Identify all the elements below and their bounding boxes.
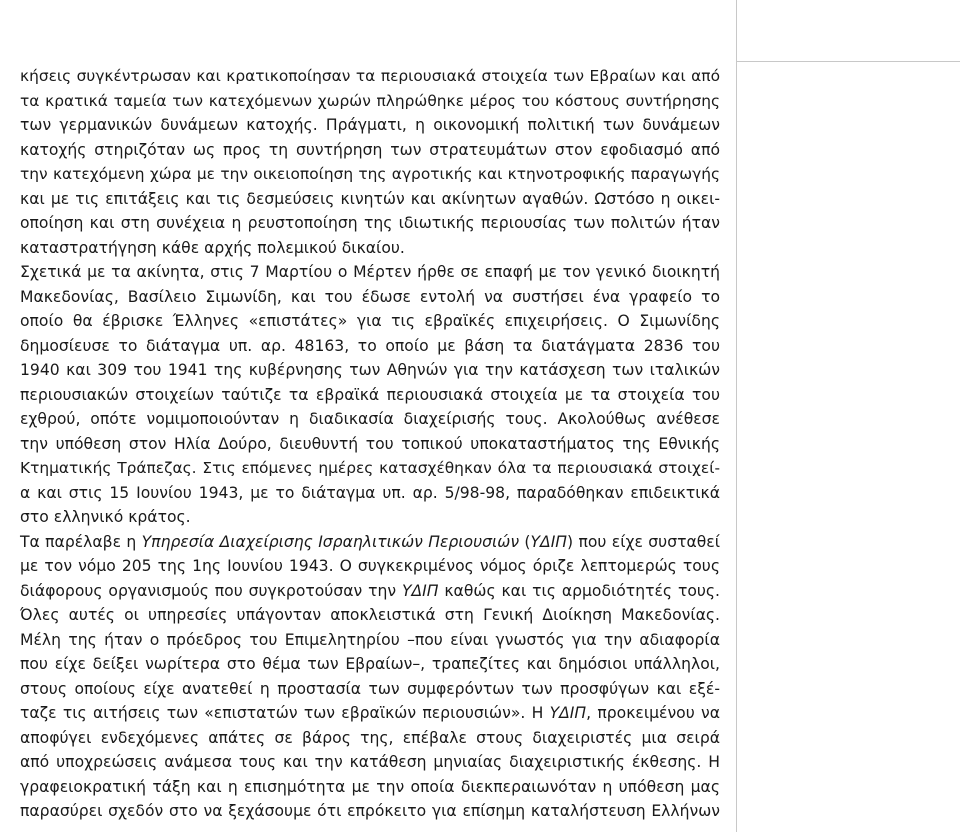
document-body (20, 64, 720, 824)
text-line: την υπόθεση στον Ηλία Δούρο, διευθυντή του τοπικού υποκαταστήματος της Εθνικής (20, 434, 720, 453)
text-line: Σχετικά με τα ακίνητα, στις 7 Μαρτίου ο Μέρτεν ήρθε σε επαφή με τον γενικό διοικητή (20, 263, 720, 281)
text-line: των γερμανικών δυνάμεων κατοχής. Πράγματι, η οικονομική πολιτική των δυνάμεων (20, 116, 720, 134)
text-line: γραφειοκρατική τάξη και η επισημότητα με την οποία διεκπεραιωνόταν η υπόθεση μας (20, 777, 720, 796)
vertical-margin-rule (736, 0, 737, 832)
text-run: ) που είχε συσταθεί (567, 532, 720, 551)
text-line: παρασύρει σχεδόν στο να ξεχάσουμε ότι επρόκειτο για επίσημη καταλήστευση Ελλήνων (20, 802, 720, 820)
text-line (20, 701, 720, 726)
text-run: ταζε τις αιτήσεις των «επιστατών των εβραϊκών περιουσιών». Η (20, 704, 550, 722)
text-line: τα κρατικά ταμεία των κατεχόμενων χωρών πληρώθηκε μέρος του κόστους συντήρησης (20, 91, 720, 110)
horizontal-margin-rule (736, 61, 960, 62)
text-line: δημοσίευσε το διάταγμα υπ. αρ. 48163, το οποίο με βάση τα διατάγματα 2836 του (20, 336, 720, 355)
text-run: ( (519, 532, 531, 551)
agency-acronym-italic: ΥΔΙΠ (549, 704, 587, 722)
text-line: Κτηματικής Τράπεζας. Στις επόμενες ημέρες κατασχέθηκαν όλα τα περιουσιακά στοιχεί- (20, 459, 720, 477)
text-line: οποίο θα έβρισκε Έλληνες «επιστάτες» για τις εβραϊκές επιχειρήσεις. Ο Σιμωνίδης (20, 312, 720, 330)
agency-name-italic: Υπηρεσία Διαχείρισης Ισραηλιτικών Περιουσιών (141, 532, 520, 551)
text-line: καταστρατήγηση κάθε αρχής πολεμικού δικαίου. (20, 238, 405, 257)
text-line: Μέλη της ήταν ο πρόεδρος του Επιμελητηρίου –που είναι γνωστός για την αδιαφορία (20, 630, 720, 649)
text-line: κατοχής στηριζόταν ως προς τη συντήρηση των στρατευμάτων στον εφοδιασμό από (20, 140, 720, 159)
text-line: Μακεδονίας, Βασίλειο Σιμωνίδη, και του έδωσε εντολή να συστήσει ένα γραφείο το (20, 287, 720, 306)
text-run: καθώς και τις αρμοδιότητές τους. (438, 581, 720, 600)
text-line (20, 579, 720, 604)
text-line: κήσεις συγκέντρωσαν και κρατικοποίησαν τα περιουσιακά στοιχεία των Εβραίων και από (20, 67, 720, 85)
text-line: Όλες αυτές οι υπηρεσίες υπάγονταν αποκλειστικά στη Γενική Διοίκηση Μακεδονίας. (20, 606, 720, 624)
text-line: εχθρού, οπότε νομιμοποιούνταν η διαδικασία διαχείρισής τους. Ακολούθως ανέθεσε (20, 410, 720, 428)
text-line: στο ελληνικό κράτος. (20, 508, 191, 526)
text-line: οποίηση και στη συνέχεια η ρευστοποίηση της ιδιωτικής περιουσίας των πολιτών ήταν (20, 214, 720, 232)
text-line: 1940 και 309 του 1941 της κυβέρνησης των Αθηνών για την κατάσχεση των ιταλικών (20, 361, 720, 379)
text-line: από υποχρεώσεις ανάμεσα τους και την κατάθεση μηνιαίας διαχειριστικής έκθεσης. Η (20, 753, 720, 771)
text-line: και με τις επιτάξεις και τις δεσμεύσεις κινητών και ακίνητων αγαθών. Ωστόσο η οικει- (20, 189, 720, 208)
text-line (20, 530, 720, 555)
text-line: με τον νόμο 205 της 1ης Ιουνίου 1943. Ο συγκεκριμένος νόμος όριζε λεπτομερώς τους (20, 557, 720, 575)
agency-acronym-italic: ΥΔΙΠ (401, 581, 439, 600)
text-run: Τα παρέλαβε η (20, 532, 142, 551)
text-line: στους οποίους είχε ανατεθεί η προστασία των συμφερόντων των προσφύγων και εξέ- (20, 679, 720, 698)
text-line: την κατεχόμενη χώρα με την οικειοποίηση της αγροτικής και κτηνοτροφικής παραγωγής (20, 165, 720, 183)
text-run: , προκειμένου να (586, 704, 720, 722)
agency-acronym-italic: ΥΔΙΠ (530, 532, 568, 551)
text-run: διάφορους οργανισμούς που συγκροτούσαν την (20, 581, 402, 600)
text-line: περιουσιακών στοιχείων ταύτιζε τα εβραϊκά περιουσιακά στοιχεία με τα στοιχεία του (20, 385, 720, 404)
text-line: αποφύγει ενδεχόμενες απάτες σε βάρος της, επέβαλε στους διαχειριστές μια σειρά (20, 728, 720, 747)
text-line: που είχε δείξει νωρίτερα στο θέμα των Εβραίων–, τραπεζίτες και δημόσιοι υπάλληλοι, (20, 655, 720, 673)
text-line: α και στις 15 Ιουνίου 1943, με το διάταγμα υπ. αρ. 5/98-98, παραδόθηκαν επιδεικτικά (20, 483, 720, 502)
